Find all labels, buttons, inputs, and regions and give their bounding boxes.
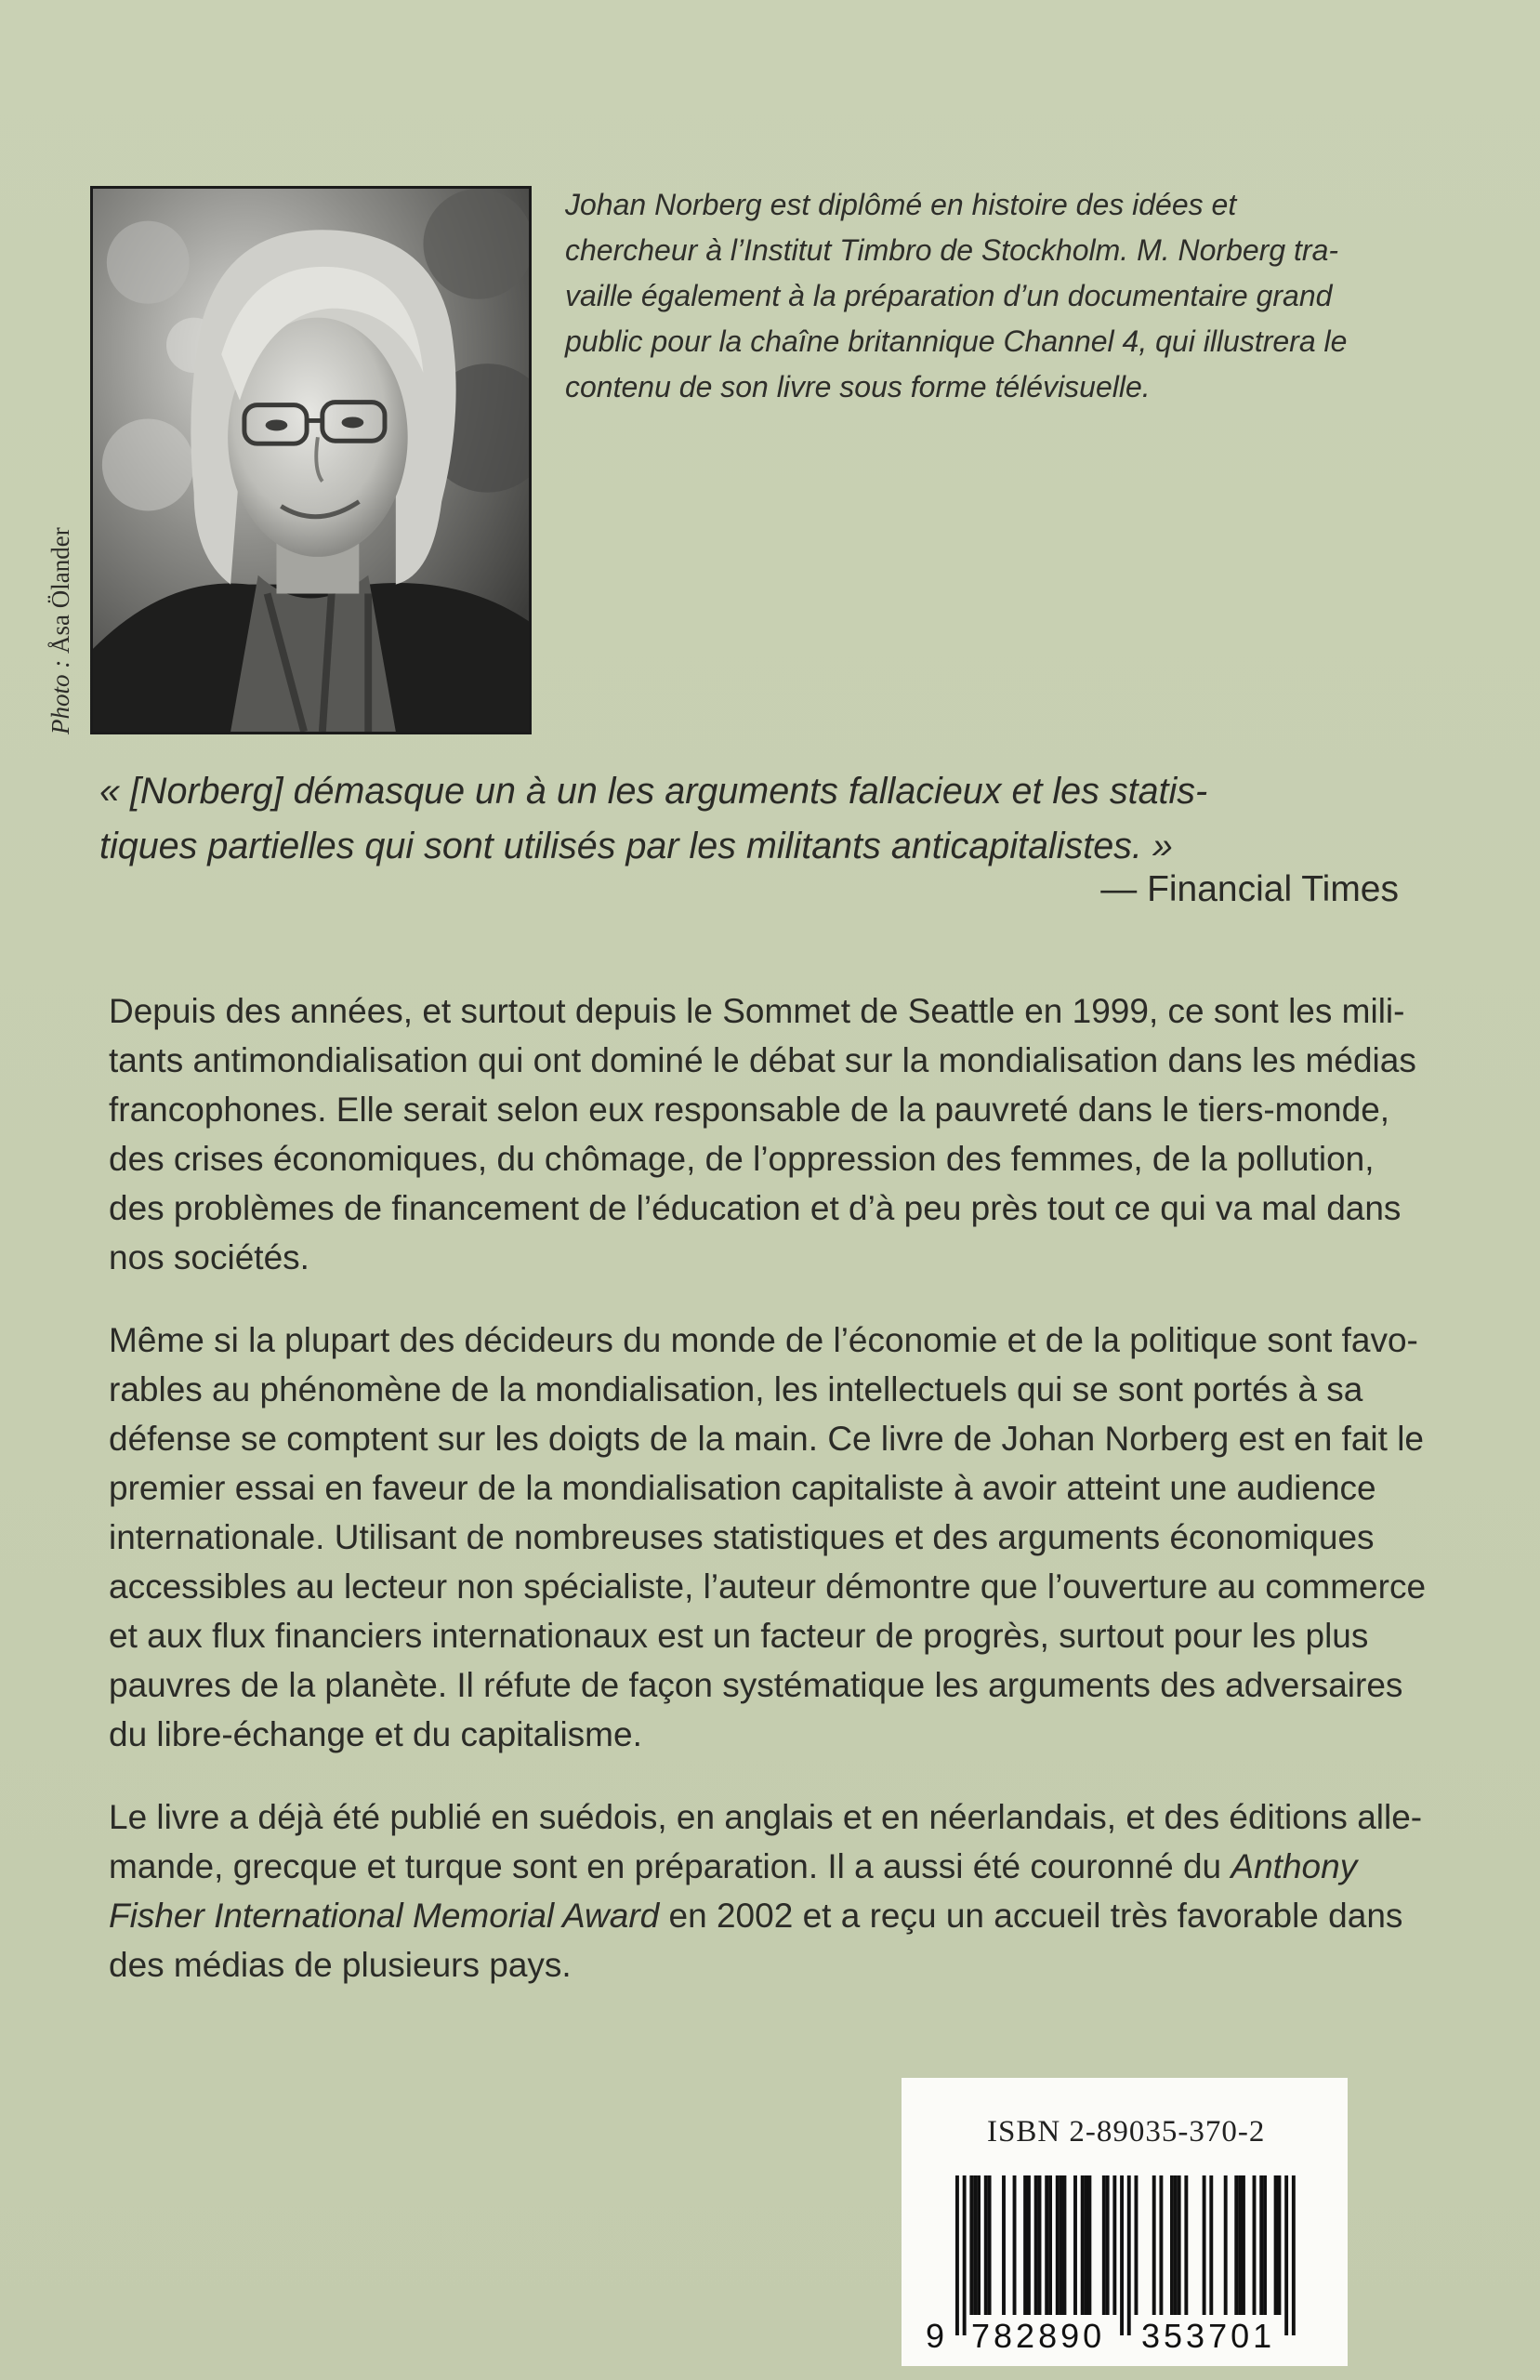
barcode-bar: [1259, 2175, 1263, 2315]
barcode-bar: [1060, 2175, 1063, 2315]
barcode-bar: [1292, 2175, 1296, 2335]
barcode-bar: [1106, 2175, 1110, 2315]
body-line: [109, 1891, 1466, 1940]
barcode-bar: [1002, 2175, 1006, 2315]
award-title-part: Anthony: [1231, 1847, 1358, 1885]
body-line: défense se comptent sur les doigts de la main. Ce livre de Johan Norberg est en fait le: [109, 1420, 1424, 1458]
bio-line: chercheur à l’Institut Timbro de Stockholm. M. Norberg tra-: [565, 233, 1339, 267]
body-line: des médias de plusieurs pays.: [109, 1946, 572, 1984]
barcode-digit-first: 9: [926, 2317, 945, 2355]
photo-credit: [46, 527, 75, 734]
body-line: accessibles au lecteur non spécialiste, l’auteur démontre que l’ouverture au commerce: [109, 1567, 1427, 1606]
barcode-bar: [1242, 2175, 1245, 2315]
blurb-paragraph: [109, 1316, 1466, 1759]
blurb-paragraph: [109, 986, 1466, 1282]
body-line: pauvres de la planète. Il réfute de façon systématique les arguments des adversaires: [109, 1666, 1403, 1704]
barcode-bars: [955, 2175, 1296, 2335]
barcode-bar: [1224, 2175, 1228, 2315]
body-line: tants antimondialisation qui ont dominé le débat sur la mondialisation dans les médias: [109, 1041, 1416, 1079]
barcode-bar: [1085, 2175, 1088, 2315]
author-bio: [565, 182, 1457, 410]
bio-line: contenu de son livre sous forme télévisuelle.: [565, 370, 1151, 403]
barcode-bar: [1209, 2175, 1213, 2315]
body-line: des crises économiques, du chômage, de l’oppression des femmes, de la pollution,: [109, 1140, 1375, 1178]
barcode-bar: [1238, 2175, 1242, 2315]
barcode-bar: [1174, 2175, 1178, 2315]
barcode: [902, 2078, 1348, 2366]
barcode-bar: [1045, 2175, 1048, 2315]
award-title-part: Fisher International Memorial Award: [109, 1897, 660, 1935]
body-line: Même si la plupart des décideurs du monde de l’économie et de la politique sont favo-: [109, 1321, 1418, 1359]
bio-line: vaille également à la préparation d’un documentaire grand: [565, 279, 1333, 312]
barcode-bar: [988, 2175, 992, 2315]
barcode-bar: [1178, 2175, 1181, 2315]
barcode-bar: [1203, 2175, 1206, 2315]
barcode-digits-left: 782890: [971, 2317, 1106, 2355]
barcode-digits-right: 353701: [1141, 2317, 1276, 2355]
body-text-span: mande, grecque et turque sont en préparation. Il a aussi été couronné du: [109, 1847, 1231, 1885]
barcode-bar: [1027, 2175, 1031, 2315]
barcode-bar: [963, 2175, 967, 2335]
body-line: [109, 1842, 1466, 1891]
barcode-bar: [955, 2175, 959, 2335]
body-line: et aux flux financiers internationaux est un facteur de progrès, surtout pour les plus: [109, 1617, 1369, 1655]
blurb-paragraph: [109, 1792, 1466, 1990]
portrait-illustration: [93, 189, 529, 732]
barcode-bar: [1127, 2175, 1131, 2335]
barcode-bar: [969, 2175, 973, 2315]
barcode-bar: [1034, 2175, 1038, 2315]
barcode-bar: [1135, 2175, 1139, 2315]
body-line: du libre-échange et du capitalisme.: [109, 1715, 642, 1753]
barcode-bar: [1023, 2175, 1027, 2315]
barcode-bar: [1087, 2175, 1091, 2315]
barcode-bar: [1278, 2175, 1282, 2315]
photo-credit-label: Photo :: [46, 659, 74, 734]
body-line: des problèmes de financement de l’éducation et d’à peu près tout ce qui va mal dans: [109, 1189, 1402, 1227]
barcode-bar: [1081, 2175, 1085, 2315]
barcode-bar: [1170, 2175, 1174, 2315]
barcode-bar: [1038, 2175, 1042, 2315]
body-line: rables au phénomène de la mondialisation, les intellectuels qui se sont portés à sa: [109, 1370, 1363, 1408]
barcode-bar: [1048, 2175, 1052, 2315]
bio-line: public pour la chaîne britannique Channel 4, qui illustrera le: [565, 324, 1348, 358]
barcode-bar: [984, 2175, 988, 2315]
barcode-bar: [977, 2175, 981, 2315]
author-photo: [90, 186, 532, 734]
barcode-bar: [1284, 2175, 1288, 2335]
body-line: Depuis des années, et surtout depuis le Sommet de Seattle en 1999, ce sont les mili-: [109, 992, 1405, 1030]
bio-line: Johan Norberg est diplômé en histoire des idées et: [565, 188, 1237, 221]
barcode-bar: [1263, 2175, 1267, 2315]
barcode-bar: [1073, 2175, 1077, 2315]
barcode-bar: [1159, 2175, 1163, 2315]
barcode-bar: [1063, 2175, 1067, 2315]
quote-line: tiques partielles qui sont utilisés par les militants anticapitalistes. »: [99, 826, 1173, 866]
quote-line: « [Norberg] démasque un à un les arguments fallacieux et les statis-: [99, 771, 1208, 812]
body-line: nos sociétés.: [109, 1238, 309, 1276]
barcode-bar: [1013, 2175, 1017, 2315]
body-line: Le livre a déjà été publié en suédois, en anglais et en néerlandais, et des éditions alle-: [109, 1798, 1423, 1836]
quote-source: — Financial Times: [1100, 869, 1399, 909]
barcode-bar: [1112, 2175, 1116, 2315]
barcode-bar: [1253, 2175, 1257, 2315]
body-line: premier essai en faveur de la mondialisation capitaliste à avoir atteint une audience: [109, 1469, 1376, 1507]
body-line: internationale. Utilisant de nombreuses statistiques et des arguments économiques: [109, 1518, 1375, 1556]
photo-credit-name: Åsa Ölander: [46, 527, 74, 654]
barcode-bar: [1152, 2175, 1156, 2315]
barcode-bar: [1056, 2175, 1060, 2315]
body-text-span: en 2002 et a reçu un accueil très favorable dans: [659, 1897, 1403, 1935]
blurb-text: [109, 986, 1466, 2023]
barcode-bar: [973, 2175, 977, 2315]
barcode-bar: [1102, 2175, 1106, 2315]
body-line: francophones. Elle serait selon eux responsable de la pauvreté dans le tiers-monde,: [109, 1091, 1390, 1129]
barcode-bar: [1120, 2175, 1124, 2335]
barcode-bar: [1184, 2175, 1188, 2315]
barcode-bar: [1234, 2175, 1238, 2315]
isbn-barcode-box: [902, 2078, 1348, 2366]
press-quote: [99, 764, 1410, 874]
barcode-bar: [1274, 2175, 1278, 2315]
isbn-label: ISBN 2-89035-370-2: [987, 2115, 1266, 2149]
